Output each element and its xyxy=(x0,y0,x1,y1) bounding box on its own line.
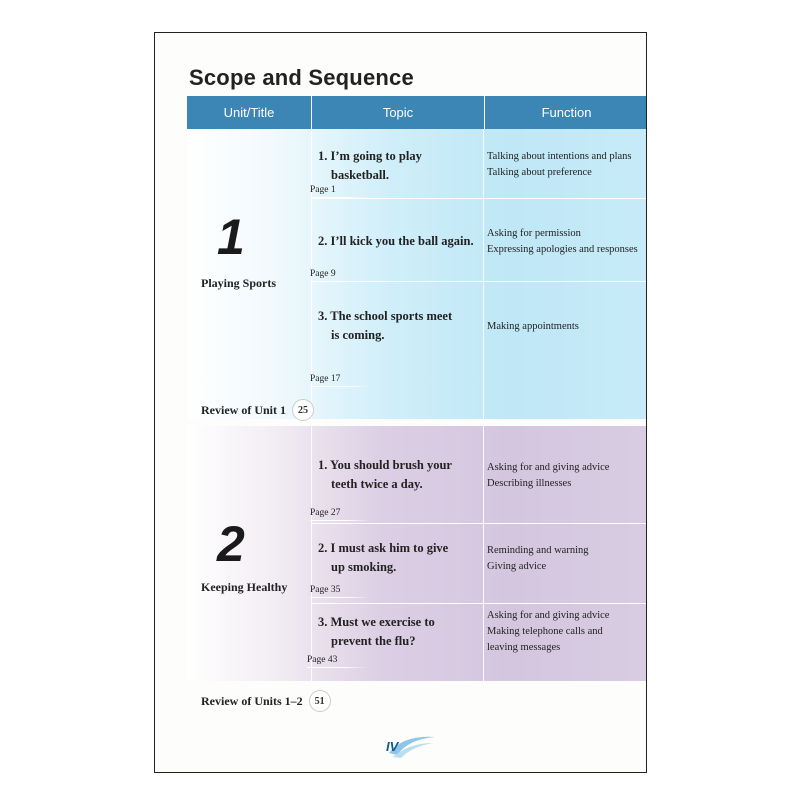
page-title: Scope and Sequence xyxy=(189,65,414,90)
unit-title: Keeping Healthy xyxy=(201,580,288,594)
topic-text: 3. The school sports meet is coming. xyxy=(318,309,453,342)
header-function: Function xyxy=(541,105,592,120)
topic-text: 1. I’m going to play basketball. xyxy=(318,149,422,182)
review-page-badge: 25 xyxy=(292,399,314,421)
review-page-badge: 51 xyxy=(309,690,331,712)
function-list: Asking for permission Expressing apologies and responses xyxy=(487,228,638,255)
function-list: Asking for and giving advice Describing illnesses xyxy=(487,462,610,489)
review-row xyxy=(201,690,331,712)
page-reference: Page 17 xyxy=(310,374,341,384)
header-topic: Topic xyxy=(312,96,485,129)
page-reference: Page 43 xyxy=(307,655,338,665)
page-number: IV xyxy=(386,739,399,754)
header-unit-title: Unit/Title xyxy=(187,96,312,129)
table-header xyxy=(187,96,647,129)
review-row xyxy=(201,399,314,421)
page-reference: Page 9 xyxy=(310,269,336,279)
topic-text: 2. I’ll kick you the ball again. xyxy=(318,234,474,248)
topic-text: 2. I must ask him to give up smoking. xyxy=(318,541,449,574)
page-reference: Page 35 xyxy=(310,585,341,595)
divider xyxy=(483,426,484,681)
book-page xyxy=(154,32,647,773)
divider xyxy=(311,603,647,604)
unit-number: 2 xyxy=(217,516,245,572)
function-list: Asking for and giving advice Making telephone calls and leaving messages xyxy=(487,610,610,653)
function-list: Reminding and warning Giving advice xyxy=(487,545,589,572)
function-list: Making appointments xyxy=(487,321,579,332)
unit-number: 1 xyxy=(217,209,245,265)
unit-title: Playing Sports xyxy=(201,276,277,290)
page-reference: Page 27 xyxy=(310,508,341,518)
divider xyxy=(311,426,312,681)
review-label: Review of Unit 1 xyxy=(201,402,286,417)
divider xyxy=(483,129,484,419)
topic-text: 3. Must we exercise to prevent the flu? xyxy=(318,615,435,648)
page-reference: Page 1 xyxy=(310,185,336,195)
function-list: Talking about intentions and plans Talking about preference xyxy=(487,151,632,178)
topic-text: 1. You should brush your teeth twice a day. xyxy=(318,458,452,491)
divider xyxy=(311,523,647,524)
review-label: Review of Units 1–2 xyxy=(201,693,303,708)
divider xyxy=(311,198,647,199)
